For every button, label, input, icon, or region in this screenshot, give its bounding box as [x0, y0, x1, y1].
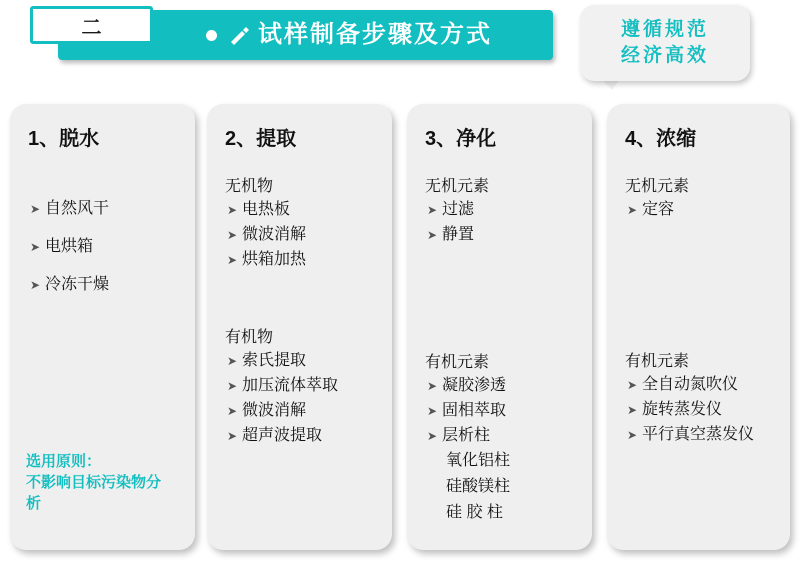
step-card-title: 1、脱水 — [28, 128, 100, 150]
list-item-label: 电烘箱 — [45, 238, 94, 255]
chevron-right-icon: ➤ — [227, 404, 238, 418]
list-item-label: 电热板 — [242, 201, 291, 218]
list-item — [427, 200, 580, 220]
step-group-organic — [423, 349, 580, 523]
chevron-right-icon: ➤ — [427, 429, 438, 443]
group-label: 无机元素 — [425, 178, 490, 195]
selection-principle-note — [26, 451, 186, 514]
list-item-label: 过滤 — [442, 201, 475, 218]
step-group-inorganic — [223, 173, 380, 270]
list-item — [627, 375, 778, 395]
group-label: 无机元素 — [625, 178, 690, 195]
chevron-right-icon: ➤ — [627, 403, 638, 417]
list-item-label: 微波消解 — [242, 226, 307, 243]
list-subitem: 硅酸镁柱 — [446, 478, 511, 495]
list-item — [227, 250, 380, 270]
list-item-label: 超声波提取 — [242, 427, 323, 444]
chevron-right-icon: ➤ — [30, 240, 41, 254]
note-line-3: 析 — [26, 495, 42, 512]
list-item — [227, 200, 380, 220]
chevron-right-icon: ➤ — [227, 203, 238, 217]
principle-badge-line-2: 经济高效 — [620, 45, 709, 66]
chevron-right-icon: ➤ — [627, 203, 638, 217]
group-label: 有机元素 — [425, 354, 490, 371]
chevron-right-icon: ➤ — [30, 278, 41, 292]
list-item — [427, 376, 580, 396]
note-line-2: 不影响目标污染物分 — [26, 474, 162, 491]
list-item — [227, 225, 380, 245]
list-item — [427, 426, 580, 446]
chevron-right-icon: ➤ — [427, 228, 438, 242]
group-label: 无机物 — [225, 178, 274, 195]
step-group-organic — [223, 324, 380, 446]
step-card-dehydration[interactable] — [10, 104, 195, 550]
chevron-right-icon: ➤ — [627, 428, 638, 442]
list-item-label: 旋转蒸发仪 — [642, 401, 723, 418]
step-group-inorganic — [423, 173, 580, 245]
chevron-right-icon: ➤ — [627, 378, 638, 392]
list-item-label: 静置 — [442, 226, 475, 243]
step-group-organic — [623, 348, 778, 445]
step-group — [26, 199, 183, 295]
chevron-right-icon: ➤ — [427, 203, 438, 217]
list-item — [30, 237, 183, 257]
dot-icon — [206, 30, 217, 41]
chevron-right-icon: ➤ — [427, 379, 438, 393]
list-item — [227, 401, 380, 421]
list-item-label: 微波消解 — [242, 402, 307, 419]
chevron-right-icon: ➤ — [227, 253, 238, 267]
list-item — [227, 426, 380, 446]
step-card-extraction[interactable] — [207, 104, 392, 550]
list-item-label: 自然风干 — [45, 200, 110, 217]
list-item-label: 烘箱加热 — [242, 251, 307, 268]
step-group-inorganic — [623, 173, 778, 220]
step-card-purification[interactable] — [407, 104, 592, 550]
list-item — [227, 351, 380, 371]
chevron-right-icon: ➤ — [227, 379, 238, 393]
list-item — [427, 225, 580, 245]
list-item-label: 全自动氮吹仪 — [642, 376, 739, 393]
list-subitem: 硅 胶 柱 — [446, 504, 503, 521]
chevron-right-icon: ➤ — [427, 404, 438, 418]
list-item — [30, 275, 183, 295]
list-item-label: 平行真空蒸发仪 — [642, 426, 755, 443]
list-item-label: 凝胶渗透 — [442, 377, 507, 394]
chevron-right-icon: ➤ — [227, 228, 238, 242]
list-item — [30, 199, 183, 219]
list-item — [627, 400, 778, 420]
list-item-label: 层析柱 — [442, 427, 491, 444]
page-title: 试样制备步骤及方式 — [258, 21, 492, 48]
principle-badge-line-1: 遵循规范 — [620, 19, 709, 40]
chapter-badge: 二 — [30, 6, 153, 44]
chevron-right-icon: ➤ — [30, 202, 41, 216]
group-label: 有机元素 — [625, 353, 690, 370]
list-item-label: 固相萃取 — [442, 402, 507, 419]
header — [0, 0, 800, 92]
pen-icon — [228, 24, 250, 46]
list-item-label: 索氏提取 — [242, 352, 307, 369]
list-item — [427, 401, 580, 421]
step-card-title: 3、净化 — [425, 128, 497, 150]
step-card-title: 2、提取 — [225, 128, 297, 150]
chevron-right-icon: ➤ — [227, 429, 238, 443]
chevron-right-icon: ➤ — [227, 354, 238, 368]
list-item — [627, 425, 778, 445]
list-item-label: 冷冻干燥 — [45, 276, 110, 293]
list-item-label: 加压流体萃取 — [242, 377, 339, 394]
list-item — [227, 376, 380, 396]
group-label: 有机物 — [225, 329, 274, 346]
list-item — [627, 200, 778, 220]
list-subitem: 氧化铝柱 — [446, 452, 511, 469]
list-item-label: 定容 — [642, 201, 675, 218]
step-card-title: 4、浓缩 — [625, 128, 697, 150]
step-card-concentration[interactable] — [607, 104, 790, 550]
note-line-1: 选用原则： — [26, 453, 102, 470]
principle-badge — [580, 5, 750, 81]
